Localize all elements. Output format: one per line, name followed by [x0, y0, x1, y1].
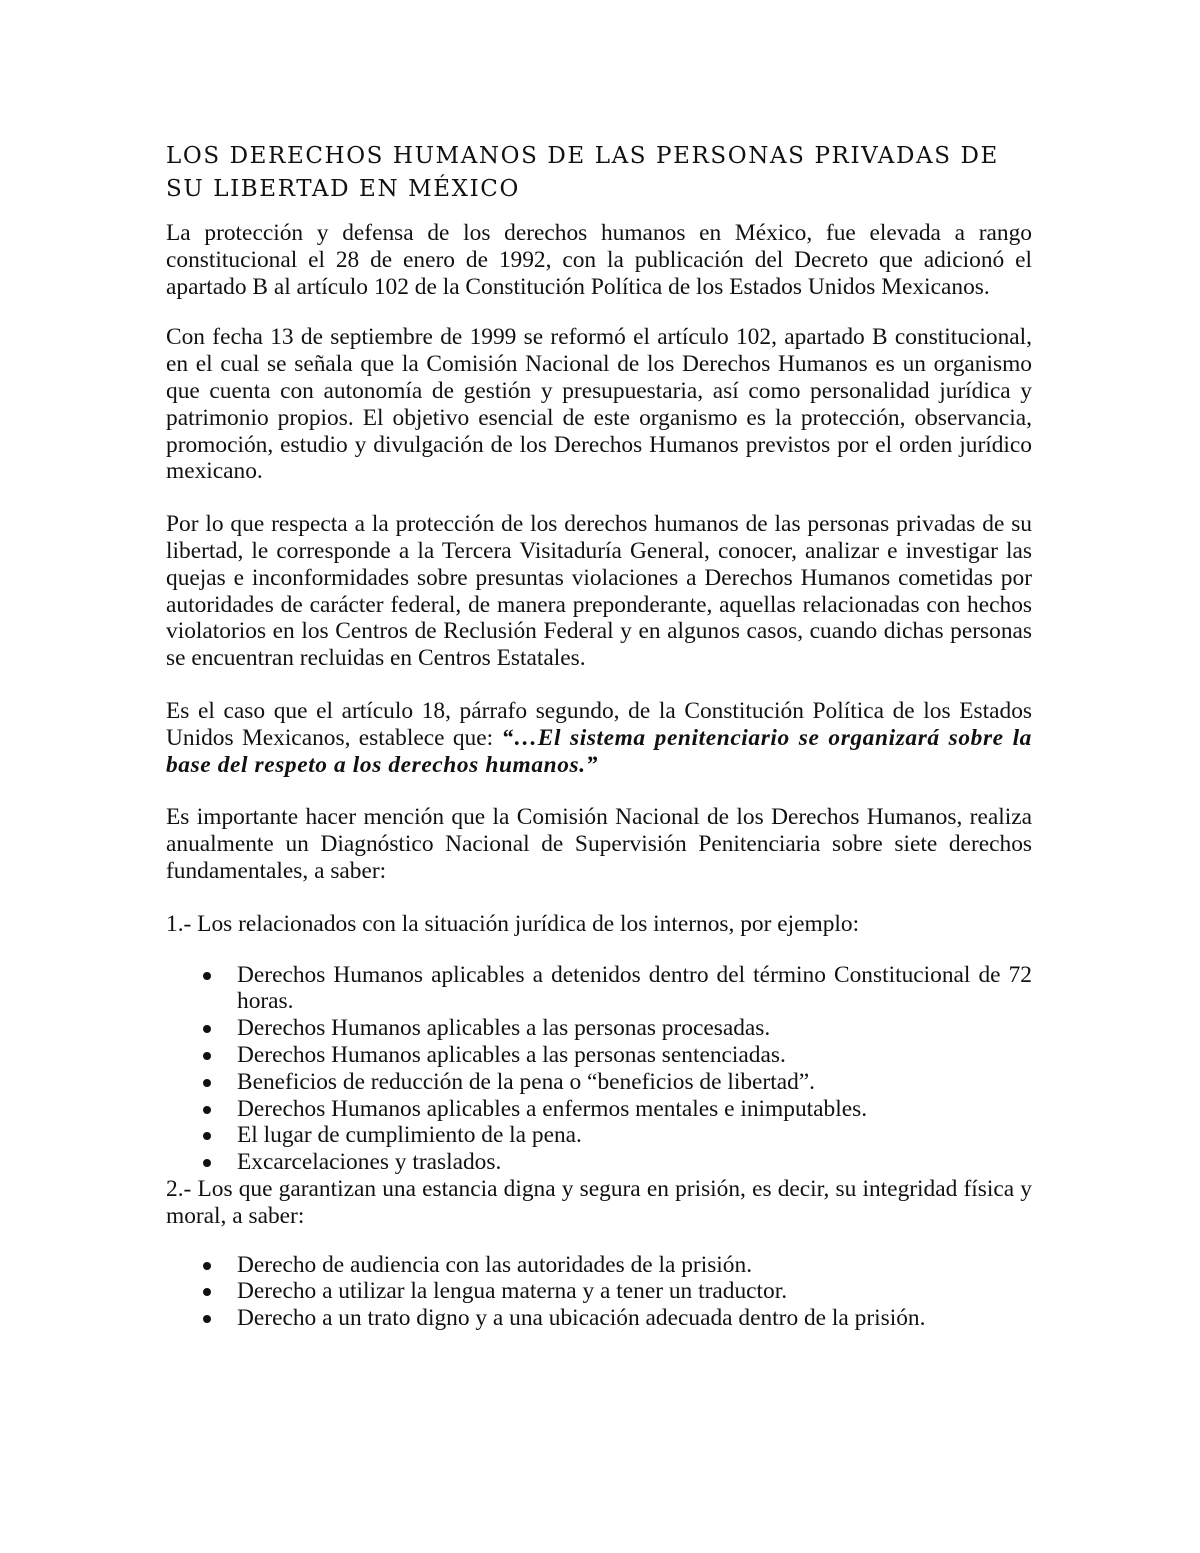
bullet-icon: [203, 1025, 211, 1033]
bullet-icon: [203, 1132, 211, 1140]
document-page: [166, 140, 1032, 1332]
bullet-icon: [203, 1052, 211, 1060]
article-18-quote: “…El sistema penitenciario se organizará sobre la base del respeto a los derechos humanos.”: [166, 724, 1032, 778]
list-item: Excarcelaciones y traslados.: [166, 1149, 1032, 1176]
bullet-icon: [203, 1159, 211, 1167]
bullet-icon: [203, 1106, 211, 1114]
paragraph-cndh-reform: Con fecha 13 de septiembre de 1999 se reformó el artículo 102, apartado B constitucional, en el cual se señala que la Comisión Nacional de los Derechos Humanos es un organismo que cuenta con autonomía de gestión y presupuestaria, así como personalidad jurídica y patrimonio propios. El objetivo esencial de este organismo es la protección, observancia, promoción, estudio y divulgación de los Derechos Humanos previstos por el orden jurídico mexicano.: [166, 324, 1032, 485]
bullet-icon: [203, 1262, 211, 1270]
list-item: Derechos Humanos aplicables a las personas sentenciadas.: [166, 1042, 1032, 1069]
list-item: Derechos Humanos aplicables a detenidos dentro del término Constitucional de 72 horas.: [166, 962, 1032, 1016]
paragraph-constitutional-rank: La protección y defensa de los derechos humanos en México, fue elevada a rango constitucional el 28 de enero de 1992, con la publicación del Decreto que adicionó el apartado B al artículo 102 de la Constitución Política de los Estados Unidos Mexicanos.: [166, 220, 1032, 300]
document-title: LOS DERECHOS HUMANOS DE LAS PERSONAS PRIVADAS DE SU LIBERTAD EN MÉXICO: [166, 143, 999, 202]
list-item: Beneficios de reducción de la pena o “beneficios de libertad”.: [166, 1069, 1032, 1096]
list-item: Derechos Humanos aplicables a enfermos mentales e inimputables.: [166, 1096, 1032, 1123]
section-2-heading: 2.- Los que garantizan una estancia digna y segura en prisión, es decir, su integridad física y moral, a saber:: [166, 1175, 1032, 1229]
list-item: Derecho a utilizar la lengua materna y a tener un traductor.: [166, 1278, 1032, 1305]
bullet-icon: [203, 1079, 211, 1087]
paragraph-article-18: [166, 698, 1032, 778]
list-item: Derecho de audiencia con las autoridades de la prisión.: [166, 1252, 1032, 1279]
section-1-list: [166, 962, 1032, 1176]
bullet-icon: [203, 1315, 211, 1323]
bullet-icon: [203, 972, 211, 980]
bullet-icon: [203, 1288, 211, 1296]
paragraph-diagnostic: Es importante hacer mención que la Comisión Nacional de los Derechos Humanos, realiza anualmente un Diagnóstico Nacional de Supervisión Penitenciaria sobre siete derechos fundamentales, a saber:: [166, 804, 1032, 884]
list-item: El lugar de cumplimiento de la pena.: [166, 1122, 1032, 1149]
list-item: Derecho a un trato digno y a una ubicación adecuada dentro de la prisión.: [166, 1305, 1032, 1332]
paragraph-third-visitaduria: Por lo que respecta a la protección de los derechos humanos de las personas privadas de su libertad, le corresponde a la Tercera Visitaduría General, conocer, analizar e investigar las quejas e inconformidades sobre presuntas violaciones a Derechos Humanos cometidas por autoridades de carácter federal, de manera preponderante, aquellas relacionadas con hechos violatorios en los Centros de Reclusión Federal y en algunos casos, cuando dichas personas se encuentran recluidas en Centros Estatales.: [166, 511, 1032, 672]
section-2-list: [166, 1252, 1032, 1332]
list-item: Derechos Humanos aplicables a las personas procesadas.: [166, 1015, 1032, 1042]
article-18-lead: Es el caso que el artículo 18, párrafo segundo, de la Constitución Política de los Estados Unidos Mexicanos, establece que:: [166, 697, 1032, 751]
section-1-heading: 1.- Los relacionados con la situación jurídica de los internos, por ejemplo:: [166, 910, 860, 937]
